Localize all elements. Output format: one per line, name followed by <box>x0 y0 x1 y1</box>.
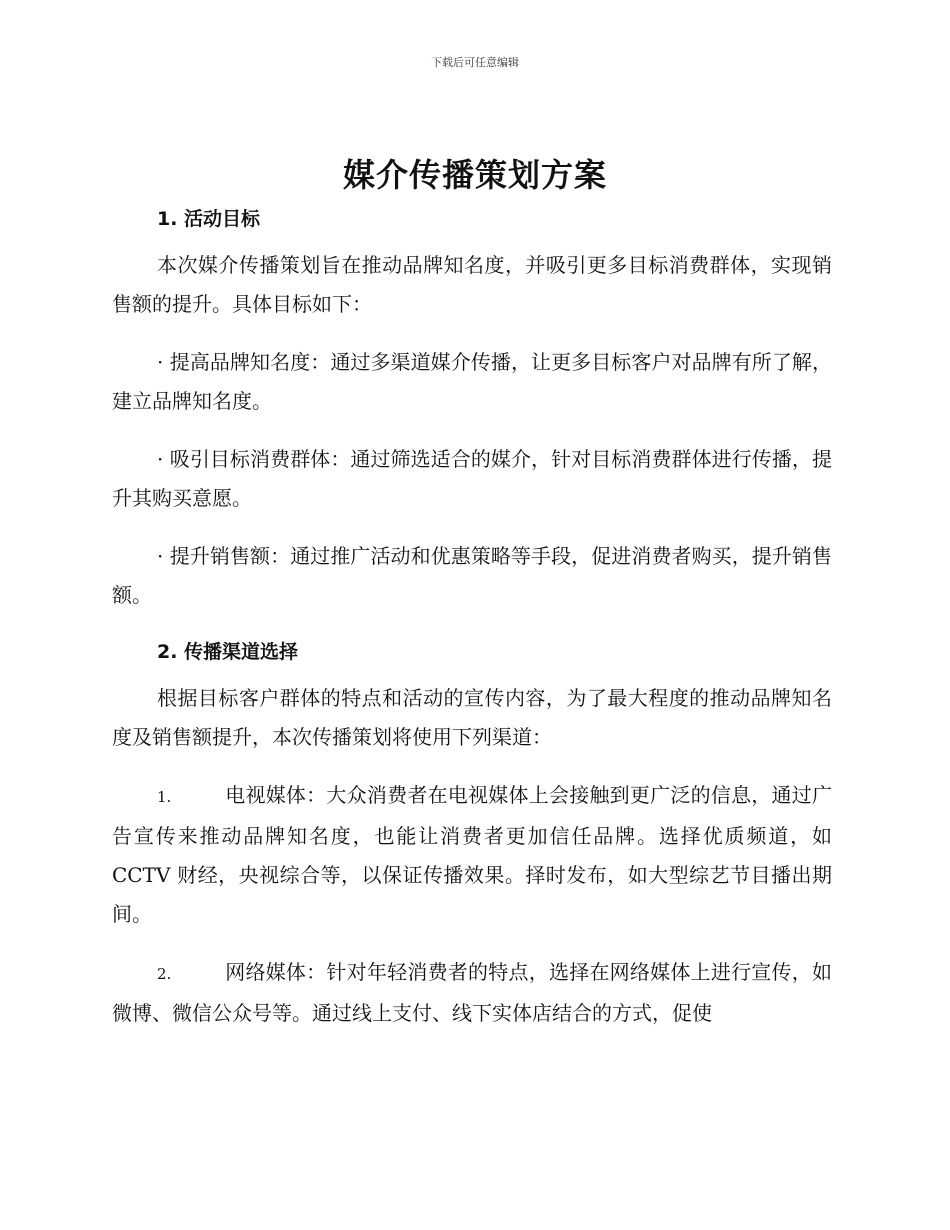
page-header-note: 下载后可任意编辑 <box>431 56 519 69</box>
document-title: 媒介传播策划方案 <box>342 156 607 194</box>
section-heading-channels: 2. 传播渠道选择 <box>157 641 299 663</box>
list-item-number: 1. <box>157 788 172 806</box>
channel-item-online <box>112 953 832 1033</box>
channel-item-tv <box>112 776 832 934</box>
goal-bullet-sales: · 提升销售额：通过推广活动和优惠策略等手段，促进消费者购买，提升销售额。 <box>112 544 832 607</box>
goal-bullet-awareness: · 提高品牌知名度：通过多渠道媒介传播，让更多目标客户对品牌有所了解，建立品牌知名度。 <box>112 350 832 413</box>
goal-bullet-target-group: · 吸引目标消费群体：通过筛选适合的媒介，针对目标消费群体进行传播，提升其购买意愿。 <box>112 447 832 510</box>
list-item-title: 电视媒体： <box>225 783 327 807</box>
list-item-title: 网络媒体： <box>225 960 327 984</box>
list-item-text: 针对年轻消费者的特点，选择在网络媒体上进行宣传，如微博、微信公众号等。通过线上支付、线下实体店结合的方式，促使 <box>112 960 833 1025</box>
list-item-text: 大众消费者在电视媒体上会接触到更广泛的信息，通过广告宣传来推动品牌知名度，也能让消费者更加信任品牌。选择优质频道，如 CCTV 财经，央视综合等，以保证传播效果。择时发布，如大型综艺节目播出期间。 <box>112 783 833 926</box>
section-heading-goals: 1. 活动目标 <box>157 208 261 230</box>
goals-intro-paragraph: 本次媒介传播策划旨在推动品牌知名度，并吸引更多目标消费群体，实现销售额的提升。具体目标如下： <box>112 253 832 316</box>
list-item-number: 2. <box>157 965 172 983</box>
document-body <box>112 200 832 1033</box>
channels-intro-paragraph: 根据目标客户群体的特点和活动的宣传内容，为了最大程度的推动品牌知名度及销售额提升，本次传播策划将使用下列渠道： <box>112 686 832 749</box>
